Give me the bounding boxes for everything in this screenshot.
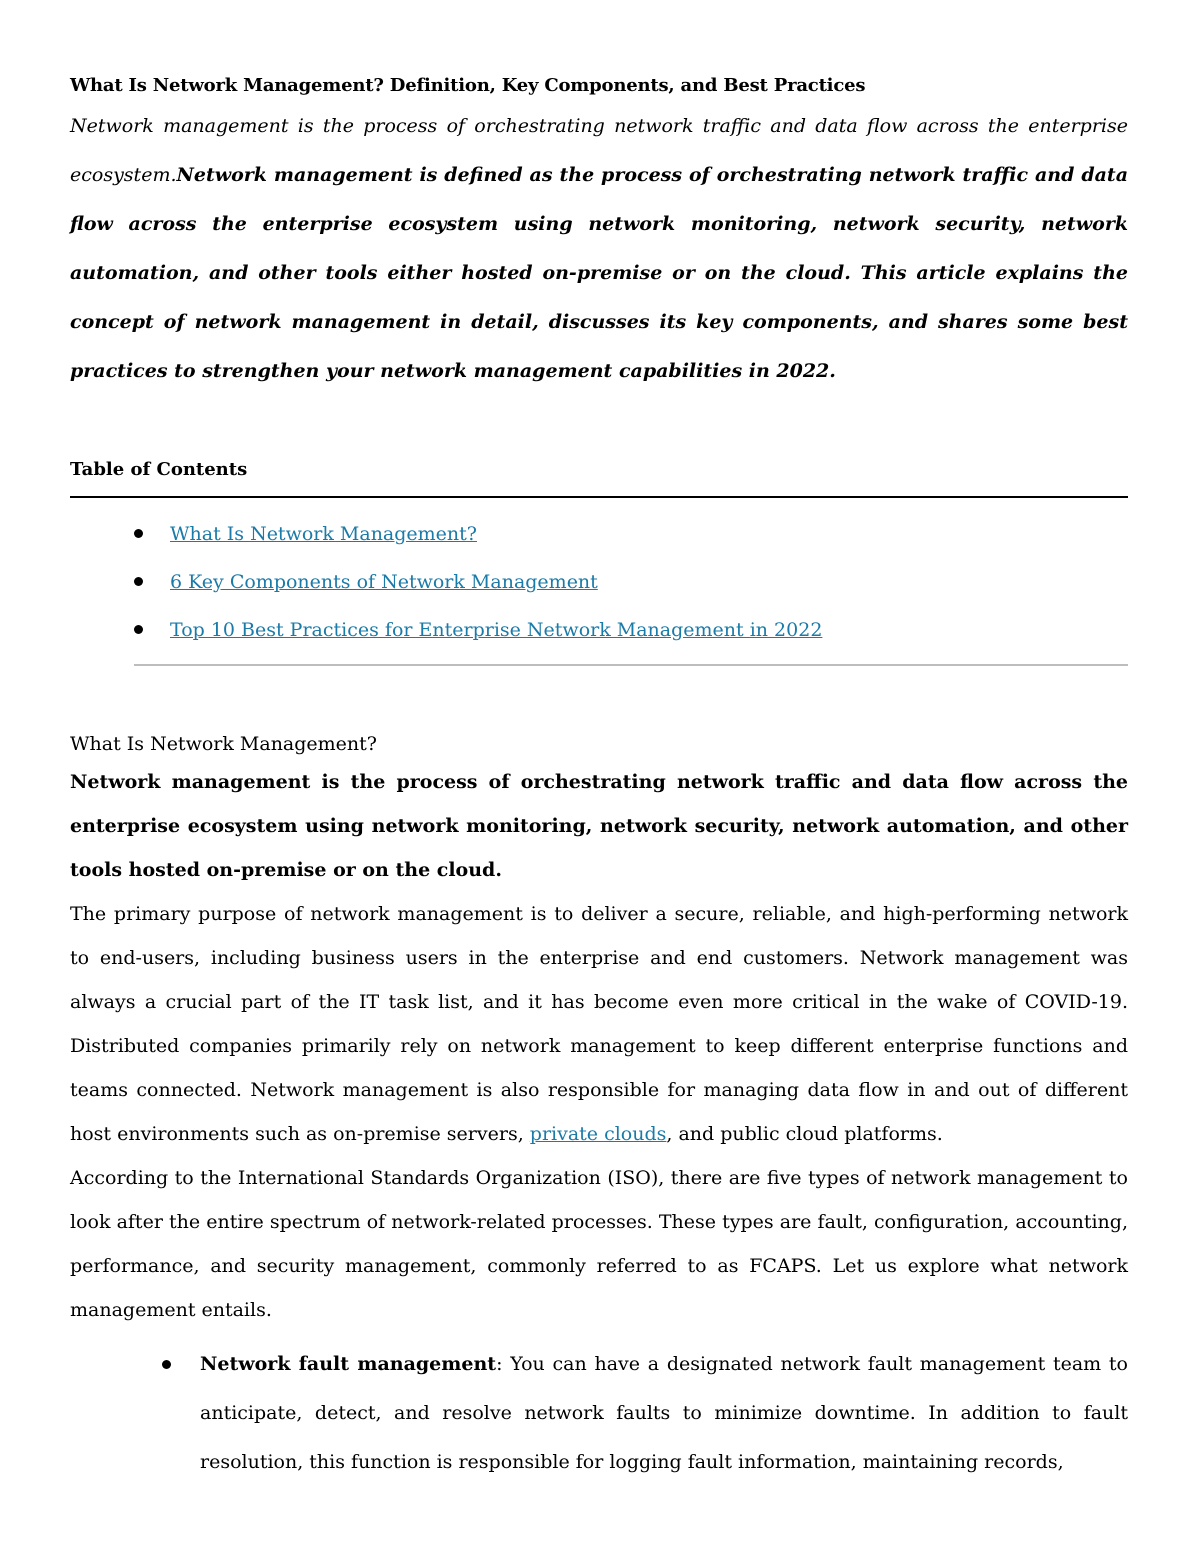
- toc-link-key-components[interactable]: 6 Key Components of Network Management: [170, 571, 598, 593]
- list-item-text: : You can have a designated network fault management team to anticipate, detect, and resolve network faults to minimize downtime. In addition to fault resolution, this function is responsible for logging fault information, maintaining records,: [200, 1353, 1128, 1473]
- toc-link-what-is-network-management[interactable]: What Is Network Management?: [170, 523, 477, 545]
- body-paragraph: [70, 892, 1128, 1156]
- list-item: [162, 1340, 1128, 1487]
- toc-link-best-practices[interactable]: Top 10 Best Practices for Enterprise Network Management in 2022: [170, 619, 823, 641]
- section-title: What Is Network Management?: [70, 733, 377, 755]
- toc-item: [134, 558, 1128, 606]
- lead-bold-text: Network management is defined as the process of orchestrating network traffic and data flow across the enterprise ecosystem using network monitoring, network security, network automation, and other tools either hosted on-premise or on the cloud. This article explains the concept of network management in detail, discusses its key components, and shares some best practices to strengthen your network management capabilities in 2022.: [70, 164, 1128, 382]
- document-title: What Is Network Management? Definition, Key Components, and Best Practices: [70, 75, 866, 96]
- toc-heading: Table of Contents: [70, 454, 1128, 498]
- lead-paragraph: [70, 102, 1128, 396]
- para1-text-after-link: , and public cloud platforms.: [666, 1123, 943, 1145]
- document-page: [70, 70, 1128, 1487]
- body-paragraph-iso: According to the International Standards Organization (ISO), there are five types of network management to look after the entire spectrum of network-related processes. These types are fault, configuration, accounting, performance, and security management, commonly referred to as FCAPS. Let us explore what network management entails.: [70, 1167, 1128, 1321]
- fcaps-list: [162, 1340, 1128, 1487]
- toc-item: [134, 606, 1128, 654]
- toc-list: [134, 510, 1128, 666]
- private-clouds-link[interactable]: private clouds: [529, 1123, 667, 1145]
- para1-text-before-link: The primary purpose of network management is to deliver a secure, reliable, and high-performing network to end-users, including business users in the enterprise and end customers. Network management was always a crucial part of the IT task list, and it has become even more critical in the wake of COVID-19. Distributed companies primarily rely on network management to keep different enterprise functions and teams connected. Network management is also responsible for managing data flow in and out of different host environments such as on-premise servers,: [70, 903, 1128, 1145]
- list-item-term: Network fault management: [200, 1353, 497, 1375]
- definition-paragraph: Network management is the process of orchestrating network traffic and data flow across the enterprise ecosystem using network monitoring, network security, network automation, and other tools hosted on-premise or on the cloud.: [70, 771, 1128, 881]
- toc-item: [134, 510, 1128, 558]
- lead-italic-text: Network management is the process of orchestrating network traffic and data flow across the enterprise ecosystem.: [70, 115, 1128, 186]
